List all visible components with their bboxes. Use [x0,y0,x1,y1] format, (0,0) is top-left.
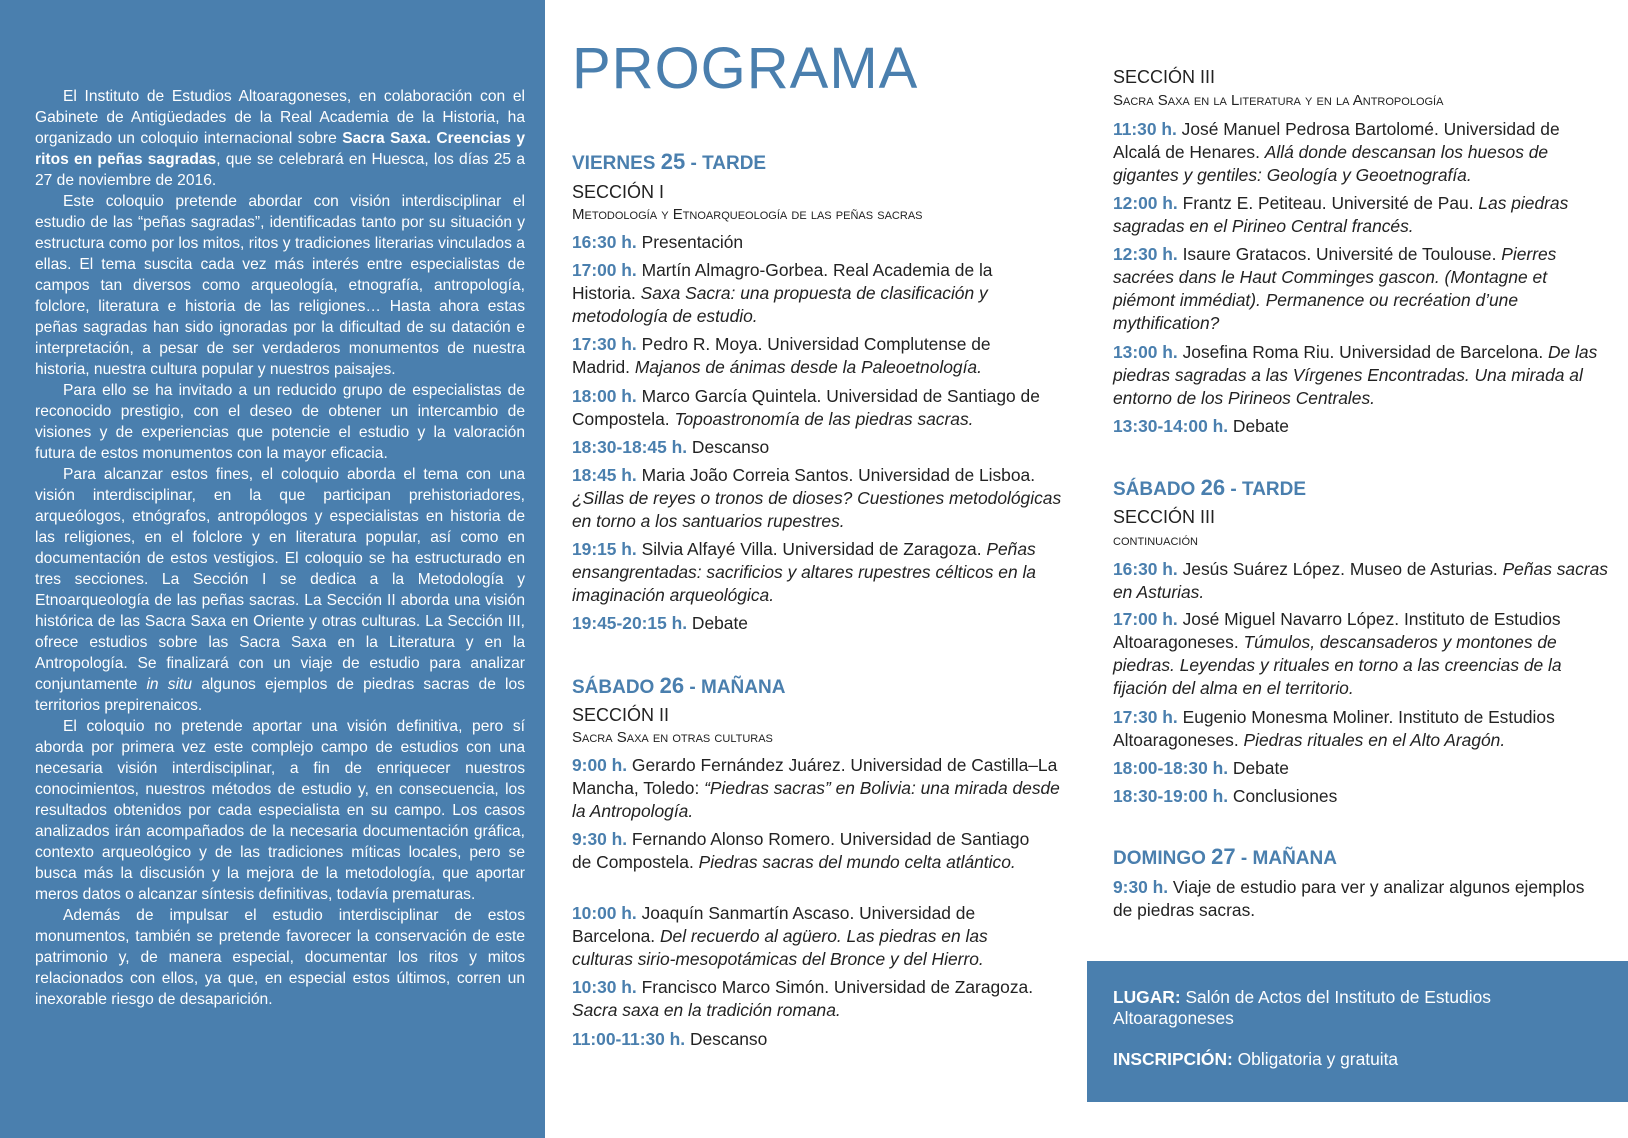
program-item: 19:15 h. Silvia Alfayé Villa. Universidad de Zaragoza. Peñas ensangrentadas: sacrificios y altares rupestres célticos en la imaginación arqueológica. [572,539,1036,605]
program-item: 17:00 h. José Miguel Navarro López. Instituto de Estudios Altoaragoneses. Túmulos, descansaderos y montones de piedras. Leyendas y rituales en torno a las creencias de la fijación del alma en el territorio. [1113,609,1562,698]
program-item: 13:30-14:00 h. Debate [1113,416,1289,436]
section-title: SECCIÓN I [572,182,665,202]
program-item: 17:30 h. Eugenio Monesma Moliner. Instituto de Estudios Altoaragoneses. Piedras rituales en el Alto Aragón. [1113,707,1555,750]
program-item: 18:45 h. Maria João Correia Santos. Universidad de Lisboa. ¿Sillas de reyes o tronos de dioses? Cuestiones metodológicas en torno a los santuarios rupestres. [572,465,1062,531]
program-item: 11:00-11:30 h. Descanso [572,1029,768,1049]
program-item: 17:30 h. Pedro R. Moya. Universidad Complutense de Madrid. Majanos de ánimas desde la Paleoetnología. [572,334,991,377]
section-subtitle: Sacra Saxa en otras culturas [572,729,773,746]
section-subtitle: Metodología y Etnoarqueología de las peñas sacras [572,206,923,223]
program-item: 18:00-18:30 h. Debate [1113,758,1289,778]
program-item: 12:00 h. Frantz E. Petiteau. Université de Pau. Las piedras sagradas en el Pirineo Central francés. [1113,193,1569,236]
registration-line: INSCRIPCIÓN: Obligatoria y gratuita [1113,1049,1399,1069]
program-item: 13:00 h. Josefina Roma Riu. Universidad de Barcelona. De las piedras sagradas a las Vírgenes Encontradas. Una mirada al entorno de los Pirineos Centrales. [1113,342,1598,408]
section-title: SECCIÓN III [1113,67,1216,87]
section-title: SECCIÓN III [1113,507,1216,527]
program-item: 9:30 h. Viaje de estudio para ver y analizar algunos ejemplos de piedras sacras. [1113,877,1585,920]
intro-paragraph-2: Este coloquio pretende abordar con visión interdisciplinar el estudio de las “peñas sagradas”, identificadas tanto por su situación y estructura como por los mitos, ritos y tradiciones literarias vinculados a ellas. El tema suscita cada vez más interés entre especialistas de campos tan diversos como arqueología, etnografía, antropología, folclore, literatura e historia de las religiones… Hasta ahora estas peñas sagradas han sido ignoradas por la dificultad de su datación e interpretación, a pesar de ser verdaderos monumentos de nuestra historia, nuestra cultura popular y nuestros paisajes. [35,193,525,378]
venue-line: LUGAR: Salón de Actos del Instituto de Estudios Altoaragoneses [1113,987,1491,1028]
intro-paragraph-4: Para alcanzar estos fines, el coloquio aborda el tema con una visión interdisciplinar, en la que participan prehistoriadores, arqueólogos, etnógrafos, antropólogos y especialistas en historia de las religiones, en el folclore y en literatura popular, así como en documentación de estos vestigios. El coloquio se ha estructurado en tres secciones. La Sección I se dedica a la Metodología y Etnoarqueología de las peñas sacras. La Sección II aborda una visión histórica de las Sacra Saxa en Oriente y otras culturas. La Sección III, ofrece estudios sobre las Sacra Saxa en la Literatura y en la Antropología. Se finalizará con un viaje de estudio para analizar conjuntamente in situ algunos ejemplos de piedras sacras de los territorios prepirenaicos. [35,466,525,714]
program-item: 10:30 h. Francisco Marco Simón. Universidad de Zaragoza. Sacra saxa en la tradición romana. [572,977,1034,1020]
day-heading-viernes: VIERNES 25 - TARDE [572,149,767,174]
program-item: 9:30 h. Fernando Alonso Romero. Universidad de Santiago de Compostela. Piedras sacras del mundo celta atlántico. [572,829,1030,872]
program-item: 11:30 h. José Manuel Pedrosa Bartolomé. Universidad de Alcalá de Henares. Allá donde descansan los huesos de gigantes y gentiles: Geología y Geoetnografía. [1113,119,1560,185]
intro-paragraph-3: Para ello se ha invitado a un reducido grupo de especialistas de reconocido prestigio, con el deseo de obtener un intercambio de visiones y de experiencias que potencie el estudio y la valoración futura de estos monumentos con la mayor eficacia. [35,382,525,462]
program-item: 12:30 h. Isaure Gratacos. Université de Toulouse. Pierres sacrées dans le Haut Comminges gascon. (Montagne et piémont immédiat). Permanence ou recréation d’une mythification? [1113,244,1557,333]
intro-paragraph-1: El Instituto de Estudios Altoaragoneses, en colaboración con el Gabinete de Antigüedades de la Real Academia de la Historia, ha organizado un coloquio internacional sobre Sacra Saxa. Creencias y ritos en peñas sagradas, que se celebrará en Huesca, los días 25 a 27 de noviembre de 2016. [35,88,525,189]
venue-info-box [1087,961,1628,1102]
program-item: 9:00 h. Gerardo Fernández Juárez. Universidad de Castilla–La Mancha, Toledo: “Piedras sacras” en Bolivia: una mirada desde la Antropología. [572,755,1060,821]
program-item: 10:00 h. Joaquín Sanmartín Ascaso. Universidad de Barcelona. Del recuerdo al agüero. Las piedras en las culturas sirio-mesopotámicas del Bronce y del Hierro. [572,903,988,969]
program-item: 16:30 h. Presentación [572,232,744,252]
program-item: 17:00 h. Martín Almagro-Gorbea. Real Academia de la Historia. Saxa Sacra: una propuesta de clasificación y metodología de estudio. [572,260,993,326]
program-item: 18:00 h. Marco García Quintela. Universidad de Santiago de Compostela. Topoastronomía de las piedras sacras. [572,386,1040,429]
section-subtitle: Sacra Saxa en la Literatura y en la Antropología [1113,92,1444,109]
section-title: SECCIÓN II [572,705,670,725]
program-item: 16:30 h. Jesús Suárez López. Museo de Asturias. Peñas sacras en Asturias. [1113,559,1608,602]
intro-paragraph-5: El coloquio no pretende aportar una visión definitiva, pero sí aborda por primera vez este complejo campo de estudios con una necesaria visión interdisciplinar, a fin de enriquecer nuestros conocimientos, nuestros métodos de estudio y, en consecuencia, los resultados obtenidos por cada especialista en su campo. Los casos analizados irán acompañados de la necesaria documentación gráfica, contexto arqueológico y de las tradiciones míticas locales, pero se busca más la discusión y la mejora de la metodología, que aportar meros datos o alcanzar síntesis definitivas, todavía prematuras. [35,718,525,903]
day-heading-sabado-manana: SÁBADO 26 - MAÑANA [572,673,786,698]
program-item: 18:30-18:45 h. Descanso [572,437,770,457]
page-title: PROGRAMA [572,36,919,101]
intro-paragraph-6: Además de impulsar el estudio interdisciplinar de estos monumentos, también se pretende favorecer la conservación de este patrimonio y, de manera especial, documentar los ritos y mitos relacionados con ellos, ya que, en especial estos últimos, corren un inexorable riesgo de desaparición. [35,907,525,1008]
day-heading-sabado-tarde: SÁBADO 26 - TARDE [1113,475,1307,500]
program-item: 18:30-19:00 h. Conclusiones [1113,786,1338,806]
section-subtitle: continuación [1113,532,1198,549]
program-item: 19:45-20:15 h. Debate [572,613,748,633]
day-heading-domingo: DOMINGO 27 - MAÑANA [1113,844,1337,869]
intro-panel [0,0,545,1138]
